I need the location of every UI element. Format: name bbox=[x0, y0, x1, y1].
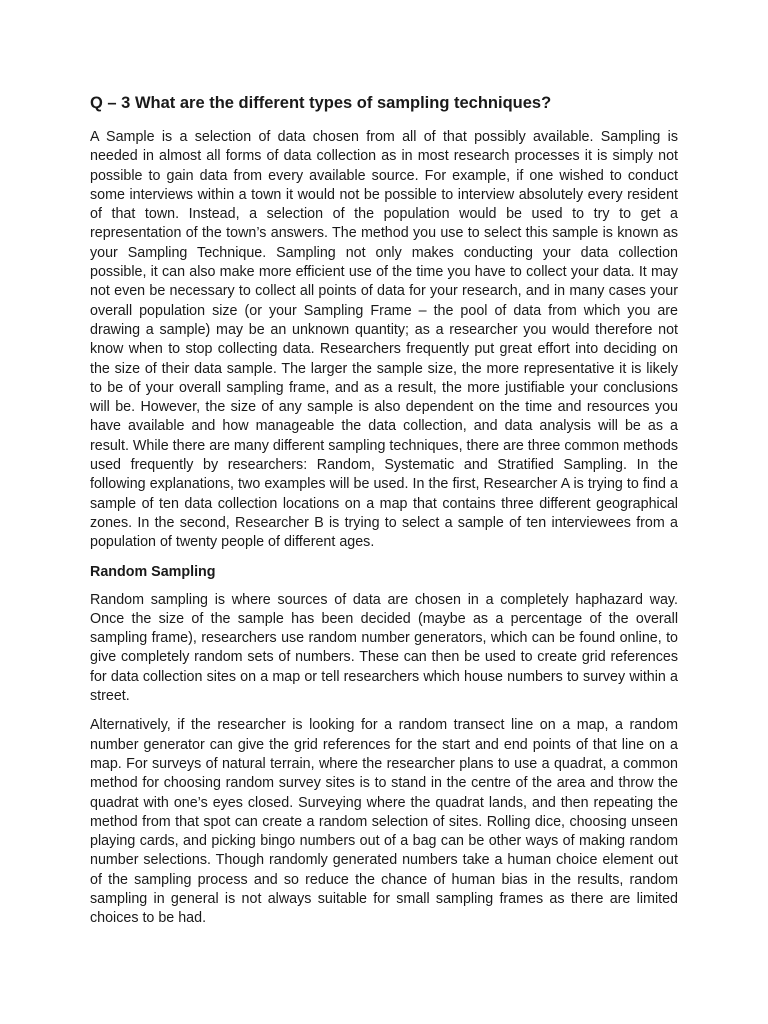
intro-paragraph: A Sample is a selection of data chosen from all of that possibly available. Sampling is needed in almost all forms of data collection as in most research processes it is simply not possible to gain data from every available source. For example, if one wished to conduct some interviews within a town it would not be possible to interview absolutely every resident of that town. Instead, a selection of the population would be used to try to get a representation of the town’s answers. The method you use to select this sample is known as your Sampling Technique. Sampling not only makes conducting your data collection possible, it can also make more efficient use of the time you have to collect your data. It may not even be necessary to collect all points of data for your research, and in many cases your overall population size (or your Sampling Frame – the pool of data from which you are drawing a sample) may be an unknown quantity; as a researcher you would therefore not know when to stop collecting data. Researchers frequently put great effort into deciding on the size of their data sample. The larger the sample size, the more representative it is likely to be of your overall sampling frame, and as a result, the more justifiable your conclusions will be. However, the size of any sample is also dependent on the time and resources you have available and how manageable the data collection, and data analysis will be as a result. While there are many different sampling techniques, there are three common methods used frequently by researchers: Random, Systematic and Stratified Sampling. In the following explanations, two examples will be used. In the first, Researcher A is trying to find a sample of ten data collection locations on a map that contains three different geographical zones. In the second, Researcher B is trying to select a sample of ten interviewees from a population of twenty people of different ages. bbox=[90, 129, 678, 551]
random-sampling-heading: Random Sampling bbox=[90, 563, 216, 580]
document-page bbox=[90, 92, 678, 939]
question-title: Q – 3 What are the different types of sampling techniques? bbox=[90, 94, 552, 112]
random-sampling-paragraph-2: Alternatively, if the researcher is looking for a random transect line on a map, a random number generator can give the grid references for the start and end points of that line on a map. For surveys of natural terrain, where the researcher plans to use a quadrat, a common method for choosing random survey sites is to stand in the centre of the area and throw the quadrat with one’s eyes closed. Surveying where the quadrat lands, and then repeating the method from that spot can create a random selection of sites. Rolling dice, choosing unseen playing cards, and picking bingo numbers out of a bag can be other ways of making random number selections. Though randomly generated numbers take a human choice element out of the sampling process and so reduce the chance of human bias in the results, random sampling in general is not always suitable for small sampling frames as there are limited choices to be had. bbox=[90, 717, 678, 927]
random-sampling-paragraph-1: Random sampling is where sources of data are chosen in a completely haphazard way. Once the size of the sample has been decided (maybe as a percentage of the overall sampling frame), researchers use random number generators, which can be found online, to give completely random sets of numbers. These can then be used to create grid references for data collection sites on a map or tell researchers which house numbers to survey within a street. bbox=[90, 591, 678, 705]
